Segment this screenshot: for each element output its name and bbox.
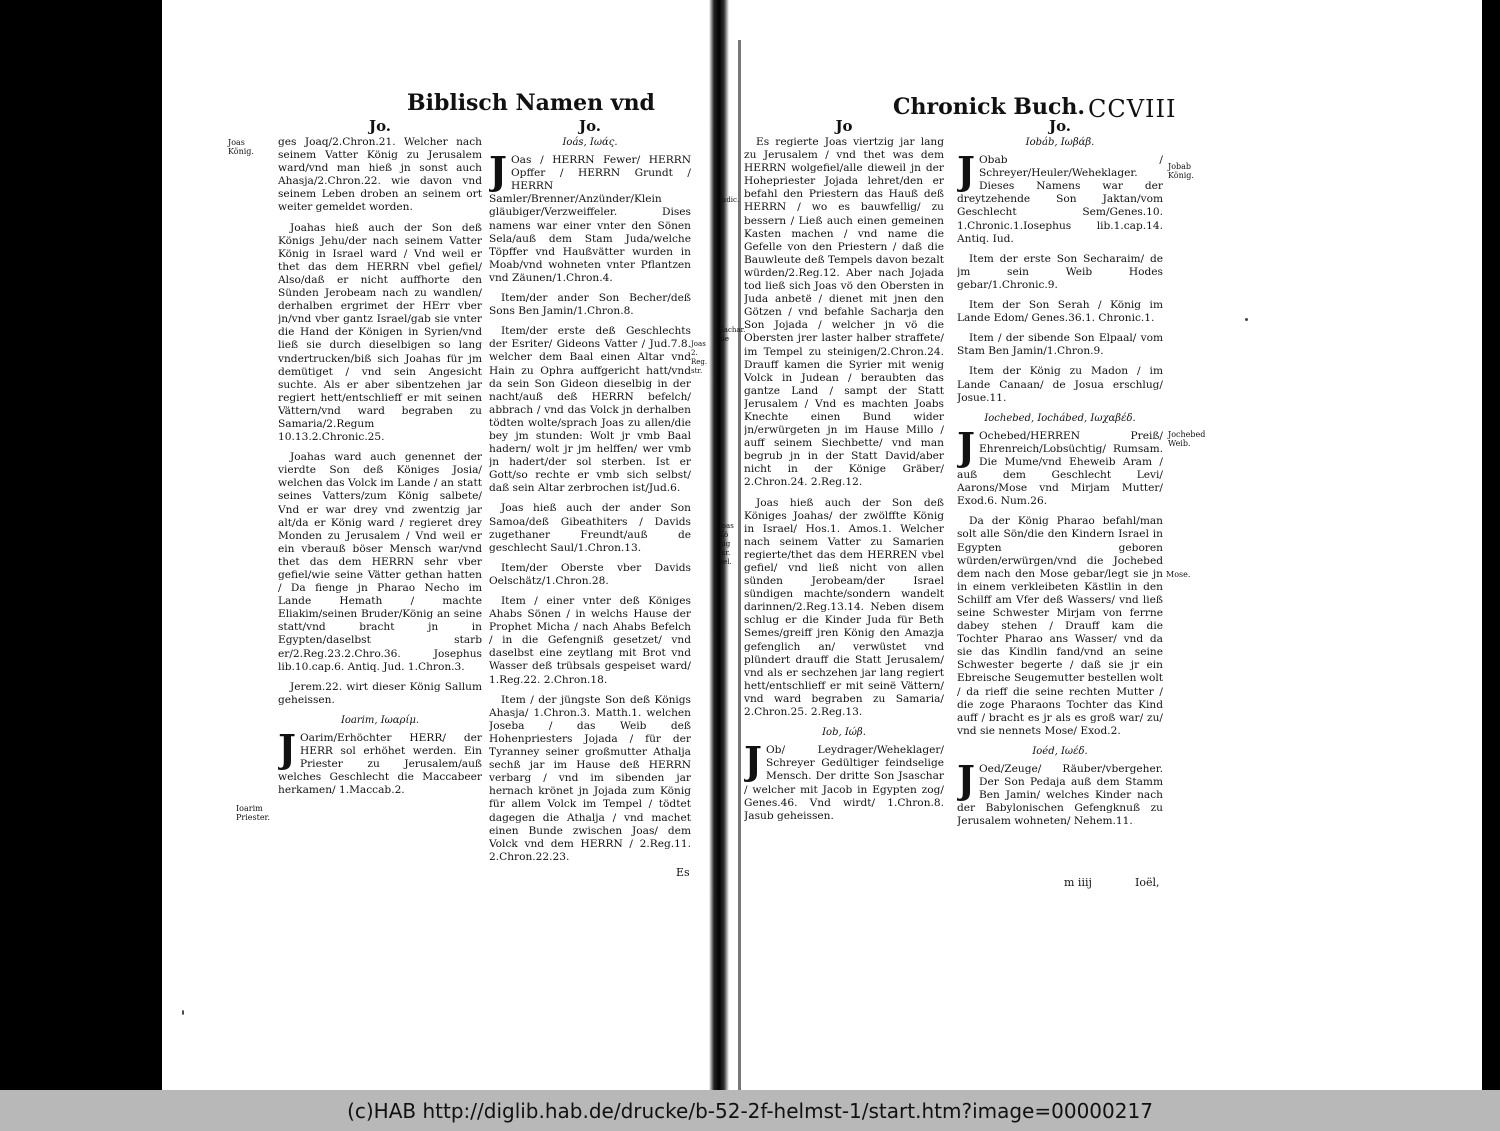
drop-cap-j: J bbox=[957, 148, 975, 194]
drop-cap-j: J bbox=[278, 726, 296, 772]
drop-cap-j: J bbox=[744, 738, 762, 784]
column-2 bbox=[489, 118, 691, 878]
col4-entry-3-text: Oed/Zeuge/ Räuber/vbergeher. Der Son Pedaja auß dem Stamm Ben Jamin/ welches Kinder nach der Babylonischen Gefengknuß zu Jerusalem wohneten/ Nehem.11. bbox=[957, 763, 1163, 828]
drop-cap-j: J bbox=[957, 423, 975, 469]
margin-note-jochebed: Jochebed Weib. bbox=[1168, 430, 1206, 448]
signature-mark: m iiij bbox=[1064, 876, 1092, 889]
folio-number: CCVIII bbox=[1088, 95, 1177, 123]
col4-paragraph-3: Item / der sibende Son Elpaal/ vom Stam Ben Jamin/1.Chron.9. bbox=[957, 332, 1163, 358]
col2-paragraph-4: Joas hieß auch der ander Son Samoa/deß Gibeathiters / Davids zugethaner Freundt/auß de geschlecht Saul/1.Chron.13. bbox=[489, 502, 691, 554]
col3-paragraph-1: Es regierte Joas viertzig jar lang zu Jerusalem / vnd thet was dem HERRN wolgefiel/alle dieweil jn der Hohepriester Jojada lehret/den er befahl den Priestern das Hauß deß HERRN / wo es bauwfellig/ zu bessern / Ließ auch einen gemeinen Kasten machen / vnd name die Gefelle von den Priestern / daß die Bauwleute deß Tempels davon bezalt würden/2.Reg.12. Aber nach Jojada tod ließ sich Joas vö den Obersten in Juda anbetë / dienet mit jnen den Götzen / vnd befahle Sacharja den Son Jojada / welcher jn vö die Obersten jrer laster halber straffete/ im Tempel zu steinigen/2.Chron.24. Drauff kamen die Syrier mit wenig Volck in Judean / beraubten das gantze Land / sampt der Statt Jerusalem / Vnd es machten Joabs Knechte einen Bund wider jn/erwürgeten jn im Hause Millo / auff seinem Siechbette/ vnd man begrub jn in der Statt David/aber nicht in der Könige Gräber/ 2.Chron.24. 2.Reg.12. bbox=[744, 136, 944, 489]
col3-entry-iob bbox=[744, 738, 944, 823]
scan-speck bbox=[1245, 318, 1248, 321]
col4-entry-name-3: Ioéd, Iωέδ. bbox=[1032, 745, 1088, 757]
left-running-head: Biblisch Namen vnd bbox=[407, 90, 655, 116]
col4-entry-iobab bbox=[957, 148, 1163, 246]
column-3-heading: Jo bbox=[835, 118, 853, 135]
margin-note-joas-koenig: Joas König. bbox=[228, 138, 254, 156]
drop-cap-j: J bbox=[489, 148, 507, 194]
col4-paragraph-2: Item der Son Serah / König im Lande Edom/ Genes.36.1. Chronic.1. bbox=[957, 299, 1163, 325]
col4-paragraph-5: Da der König Pharao befahl/man solt alle Sön/die den Kindern Israel in Egypten geboren würden/erwürgen/vnd die Jochebed dem nach den Mose gebar/legt sie jn in einem verkleibeten Kästlin in den Schilff am Vfer deß Wassers/ vnd ließ seine Schwester Mirjam von ferrne dabey stehen / Drauff kam die Tochter Pharao ans Wasser/ vnd da sie das Kindlin fand/vnd an seine Schwester begerte / daß sie jr ein Ebreische Seugemutter bestellen wolt / da rieff die seine rechten Mutter / die zoge Pharaons Tochter das Kind auff / bracht es jr als es groß war/ zu/ vnd sie nennets Mose/ Exod.2. bbox=[957, 515, 1163, 737]
margin-note-ioarim: Ioarim Priester. bbox=[236, 804, 271, 822]
drop-cap-j: J bbox=[957, 757, 975, 803]
col4-entry-name-2: Iochebed, Iochábed, Iωχαβέδ. bbox=[984, 412, 1136, 424]
col1-paragraph-2: Joahas hieß auch der Son deß Königs Jehu/der nach seinem Vatter König in Israel ward / Vnd weil er thet das dem HERRN vbel gefiel/ Also/daß er nicht auffhorte den Sünden Jerobeam nach zu wandlen/ derhalben ergrimet der HErr vber jn/vnd vber gantz Israel/gab sie vnter die Hand der Königen in Syrien/vnd ließ sie durch dieselbigen so lang vndertrucken/biß sich Joahas für jm demütiget / vnd sein Angesicht suchte. Als er aber sibentzehen jar regiert hett/entschlieff er mit seinen Vättern/vnd ward begraben zu Samaria/2.Regum 10.13.2.Chronic.25. bbox=[278, 221, 482, 444]
col1-entry-name: Ioarim, Iωαρίμ. bbox=[340, 714, 420, 726]
column-4 bbox=[957, 118, 1163, 873]
right-running-head: Chronick Buch. bbox=[893, 94, 1086, 120]
col4-entry-iochebed bbox=[957, 423, 1163, 509]
col2-paragraph-1 bbox=[489, 148, 691, 285]
col3-entry-text: Ob/ Leydrager/Weheklager/ Schreyer Gedültiger feindselige Mensch. Der dritte Son Jsaschar / welcher mit Jacob in Egypten zog/ Genes.46. Vnd wirdt/ 1.Chron.8. Jasub geheissen. bbox=[744, 744, 944, 822]
column-3 bbox=[744, 118, 944, 878]
column-4-heading: Jo. bbox=[1048, 118, 1072, 135]
col4-entry-1-text: Obab / Schreyer/Heuler/Weheklager. Dieses Namens war der dreytzehende Son Jaktan/vom Geschlecht Sem/Genes.10. 1.Chronic.1.Iosephus lib.1.cap.14. Antiq. Iud. bbox=[957, 154, 1163, 245]
scan-speck bbox=[182, 1010, 184, 1015]
col2-paragraph-6: Item / einer vnter deß Königes Ahabs Sönen / in welchs Hause der Prophet Micha / nach Ahabs Befelch / in die Gefengniß gesetzet/ vnd daselbst eine zeytlang mit Brot vnd Wasser deß trübsals gespeiset ward/ 1.Reg.22. 2.Chron.18. bbox=[489, 595, 691, 686]
col4-entry-2-text: Ochebed/HERREN Preiß/ Ehrenreich/Lobsüchtig/ Rumsam. Die Mume/vnd Eheweib Aram / auß dem Geschlecht Levi/ Aarons/Mose vnd Mirjam Mutter/ Exod.6. Num.26. bbox=[957, 429, 1163, 508]
col1-paragraph-1: ges Joaq/2.Chron.21. Welcher nach seinem Vatter König zu Jerusalem ward/vnd man hieß jn sonst auch Ahasja/2.Chron.22. wie davon vnd seinem Leben droben an seinem ort weiter gemeldet worden. bbox=[278, 136, 482, 214]
col4-entry-ioed bbox=[957, 757, 1163, 828]
margin-note-joas-israel: Joas Kö nig Jsr. ael. bbox=[719, 522, 734, 566]
margin-note-mose: Mose. bbox=[1166, 570, 1191, 579]
col1-entry-ioarim bbox=[278, 726, 482, 797]
catchword-right-page: Ioël, bbox=[1135, 876, 1160, 889]
margin-note-judic: Judic. bbox=[719, 196, 740, 204]
col3-entry-name: Iob, Iώβ. bbox=[822, 727, 866, 739]
column-1-heading: Jo. bbox=[368, 118, 392, 135]
column-1 bbox=[278, 118, 482, 858]
col2-paragraph-7: Item / der jüngste Son deß Königs Ahasja/ 1.Chron.3. Matth.1. welchen Joseba / das Weib deß Hohenpriesters Jojada / für der Tyranney seiner großmutter Athalja sechß jar im Hause deß HERRN verbarg / vnd im sibenden jar hernach krönet jn Jojada zum König für allem Volck im Tempel / tödtet dagegen die Athalja / vnd machet einen Bunde zwischen Joas/ dem Volck vnd dem HERRN / 2.Reg.11. 2.Chron.22.23. bbox=[489, 693, 691, 863]
margin-note-joas-reg: Joas 2. Reg. str. bbox=[691, 340, 708, 375]
col4-entry-name-1: Iobáb, Iωβάβ. bbox=[1025, 137, 1095, 148]
col4-paragraph-1: Item der erste Son Secharaim/ de jm sein Weib Hodes gebar/1.Chronic.9. bbox=[957, 252, 1163, 291]
col2-paragraph-5: Item/der Oberste vber Davids Oelschätz/1.Chron.28. bbox=[489, 561, 691, 587]
col1-entry-text: Oarim/Erhöchter HERR/ der HERR sol erhöhet werden. Ein Priester zu Jerusalem/auß welches Geschlecht die Maccabeer herkamen/ 1.Maccab.2. bbox=[278, 732, 482, 797]
col2-paragraph-3: Item/der erste deß Geschlechts der Esriter/ Gideons Vatter / Jud.7.8. welcher dem Baal einen Altar vnd Hain zu Ophra auffgericht hatt/vnd da sein Son Gideon dieselbig in der nacht/auß deß HERRN befelch/ abbrach / vnd das Volck jn derhalben tödten wolte/sprach Joas zu allen/die bey jm stunden: Wolt jr vmb Baal hadern/ wolt jr jm helffen/ wer vmb jn hadert/der sol sterben. Ist er Gott/so rechte er vmb sich selbst/ daß sein Altar zerbrochen ist/Jud.6. bbox=[489, 325, 691, 495]
column-2-heading: Jo. bbox=[578, 118, 602, 135]
col1-paragraph-3: Joahas ward auch genennet der vierdte Son deß Königes Josia/ welchen das Volck im Lande / an statt seines Vatters/zum König salbete/ Vnd er war drey vnd zwentzig jar alt/da er König ward / regieret drey Monden zu Jerusalem / Vnd weil er ein vberauß böser Mensch war/vnd thet das dem HERRN sehr vber gefiel/wie seine Vätter gethan hatten / Da fienge jn Pharao Necho im Lande Hemath / machte Eliakim/seinen Bruder/König an seine statt/vnd bracht jn in Egypten/daselbst starb er/2.Reg.23.2.Chro.36. Josephus lib.10.cap.6. Antiq. Jud. 1.Chron.3. bbox=[278, 451, 482, 673]
col2-entry-name: Ioás, Iωάς. bbox=[562, 137, 618, 148]
col3-paragraph-2: Joas hieß auch der Son deß Königes Joahas/ der zwölffte König in Israel/ Hos.1. Amos.1. Welcher nach seinem Vatter zu Samarien regierte/thet das dem HERREN vbel gefiel/ vnd ließ nicht von allen sünden Jerobeam/der Israel sündigen machte/sondern wandelt darinnen/2.Reg.13.14. Neben disem schlug er die Kinder Juda für Beth Semes/greiff jren König den Amazja gefenglich an/ verwüstet vnd plündert drauff die Statt Jerusalem/ vnd als er sechzehen jar lang regiert hett/entschlieff er mit seinë Vättern/ vnd ward begraben zu Samaria/ 2.Chron.25. 2.Reg.13. bbox=[744, 496, 944, 719]
col2-paragraph-2: Item/der ander Son Becher/deß Sons Ben Jamin/1.Chron.8. bbox=[489, 292, 691, 318]
footer-credit-text: (c)HAB http://diglib.hab.de/drucke/b-52-2f-helmst-1/start.htm?image=00000217 bbox=[347, 1099, 1153, 1123]
col2-paragraph-1-text: Oas / HERRN Fewer/ HERRN Opffer / HERRN Grundt / HERRN Samler/Brenner/Anzünder/Klein gläubiger/Verzweiffeler. Dises namens war einer vnter den Sönen Sela/auß dem Stam Juda/welche Töpffer vnd Haußvätter wurden in Moab/vnd wohneten vnter Pflantzen vnd Zäunen/1.Chron.4. bbox=[489, 154, 691, 284]
margin-note-jobab: Jobab König. bbox=[1168, 162, 1194, 180]
footer-credit-bar bbox=[0, 1090, 1500, 1131]
col1-paragraph-4: Jerem.22. wirt dieser König Sallum geheissen. bbox=[278, 680, 482, 706]
col4-paragraph-4: Item der König zu Madon / im Lande Canaan/ de Josua erschlug/ Josue.11. bbox=[957, 365, 1163, 404]
margin-note-sachar: Sachar. sie bbox=[719, 326, 746, 343]
catchword-left-page: Es bbox=[676, 866, 690, 879]
